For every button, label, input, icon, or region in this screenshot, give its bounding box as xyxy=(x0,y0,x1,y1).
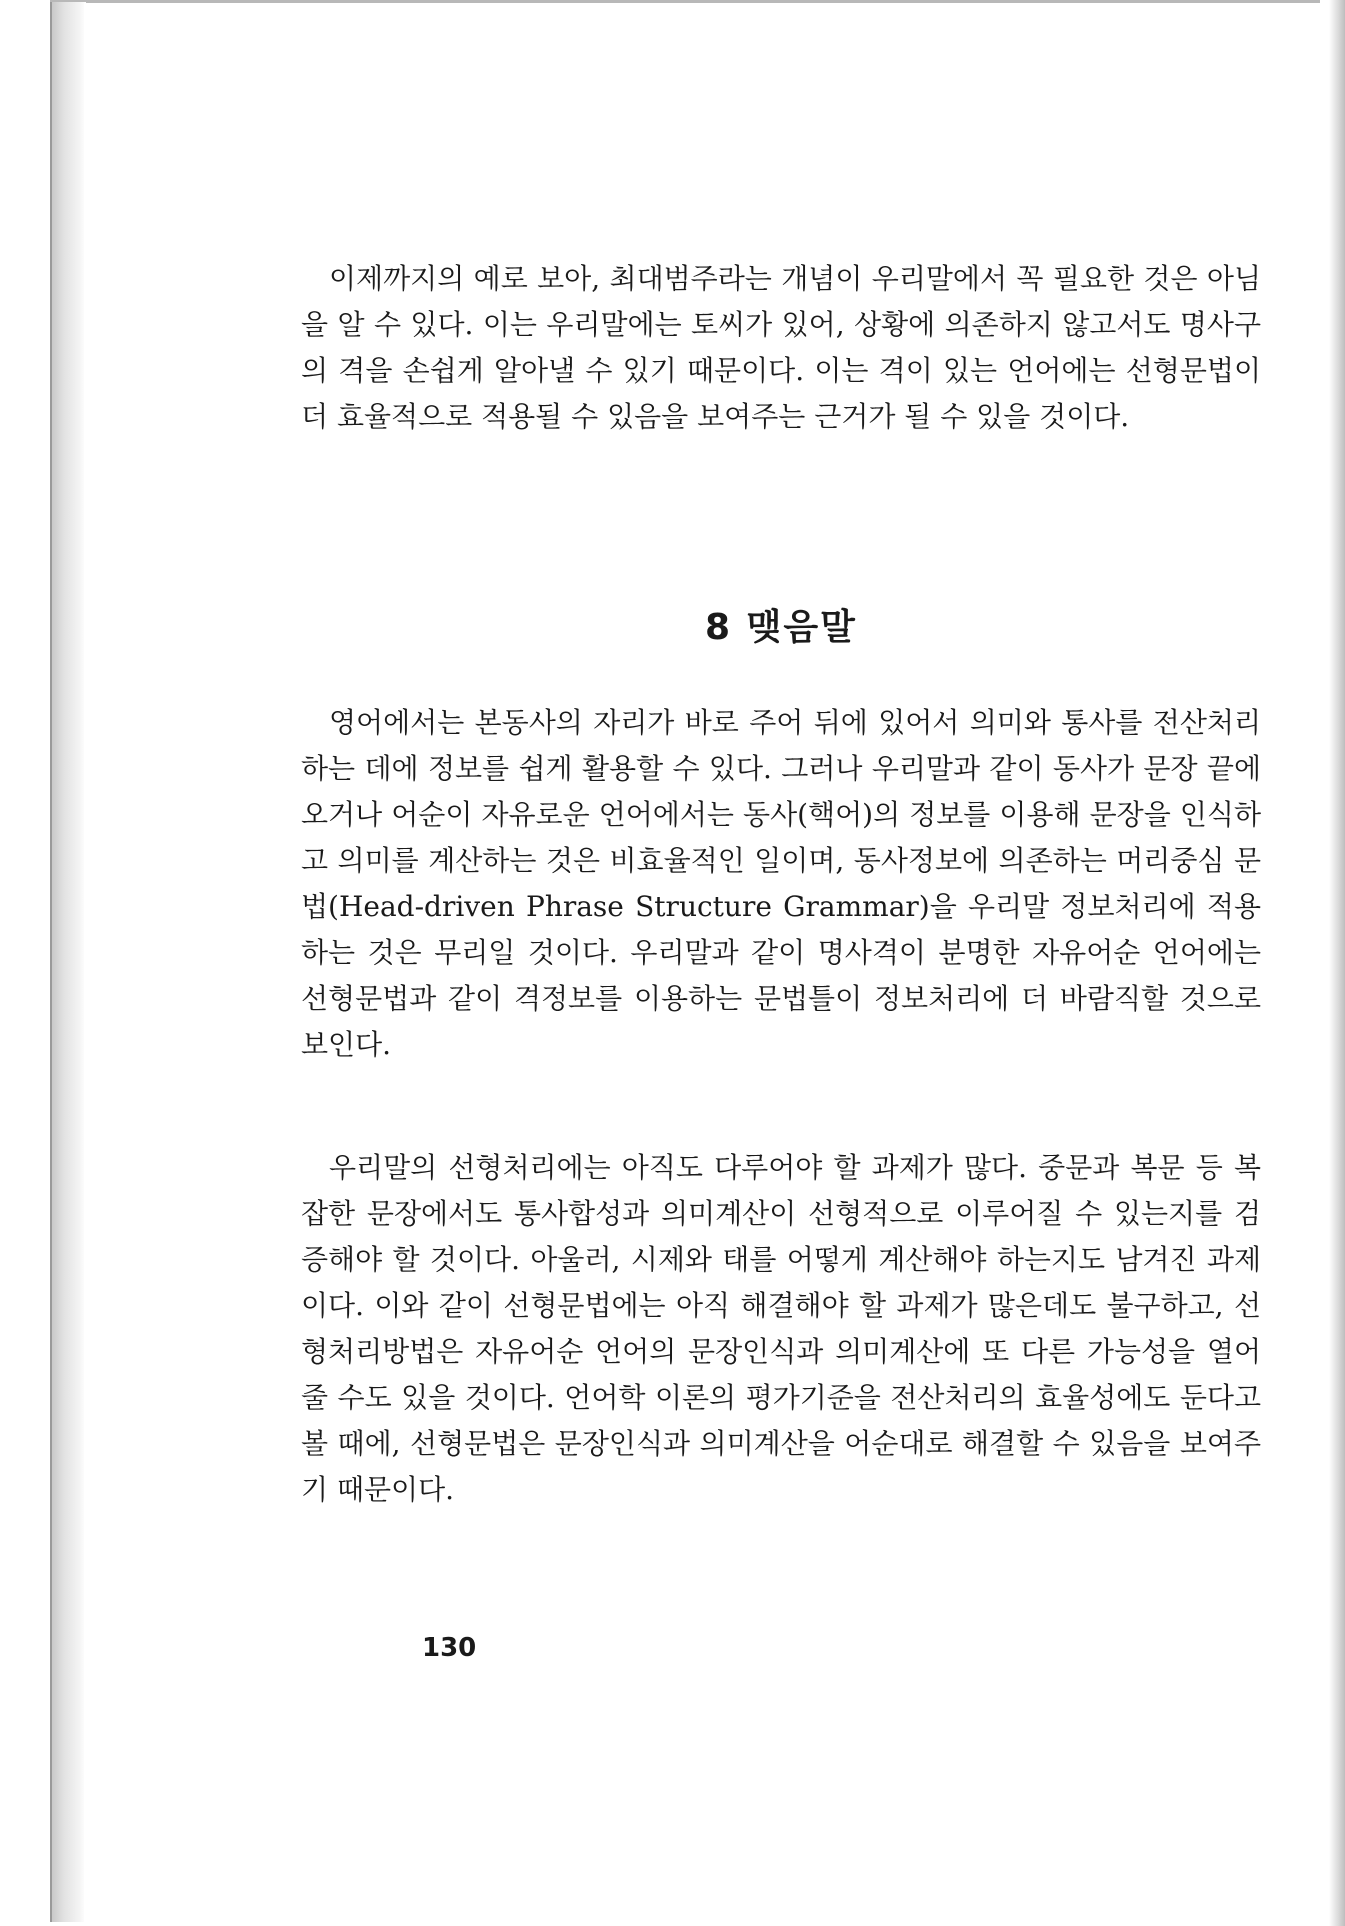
paragraph-conclusion-1: 영어에서는 본동사의 자리가 바로 주어 뒤에 있어서 의미와 통사를 전산처리하는 데에 정보를 쉽게 활용할 수 있다. 그러나 우리말과 같이 동사가 문장 끝에 오거나 어순이 자유로운 언어에서는 동사(핵어)의 정보를 이용해 문장을 인식하고 의미를 계산하는 것은 비효율적인 일이며, 동사정보에 의존하는 머리중심 문법(Head-driven Phrase Structure Grammar)을 우리말 정보처리에 적용하는 것은 무리일 것이다. 우리말과 같이 명사격이 분명한 자유어순 언어에는 선형문법과 같이 격정보를 이용하는 문법틀이 정보처리에 더 바람직할 것으로 보인다. xyxy=(301,706,1261,1061)
paragraph-conclusion-2: 우리말의 선형처리에는 아직도 다루어야 할 과제가 많다. 중문과 복문 등 복잡한 문장에서도 통사합성과 의미계산이 선형적으로 이루어질 수 있는지를 검증해야 할 것이다. 아울러, 시제와 태를 어떻게 계산해야 하는지도 남겨진 과제이다. 이와 같이 선형문법에는 아직 해결해야 할 과제가 많은데도 불구하고, 선형처리방법은 자유어순 언어의 문장인식과 의미계산에 또 다른 가능성을 열어줄 수도 있을 것이다. 언어학 이론의 평가기준을 전산처리의 효율성에도 둔다고 볼 때에, 선형문법은 문장인식과 의미계산을 어순대로 해결할 수 있음을 보여주기 때문이다. xyxy=(301,1151,1261,1506)
paragraph-intro: 이제까지의 예로 보아, 최대범주라는 개념이 우리말에서 꼭 필요한 것은 아님을 알 수 있다. 이는 우리말에는 토씨가 있어, 상황에 의존하지 않고서도 명사구의 격을 손쉽게 알아낼 수 있기 때문이다. 이는 격이 있는 언어에는 선형문법이 더 효율적으로 적용될 수 있음을 보여주는 근거가 될 수 있을 것이다. xyxy=(301,262,1261,433)
book-spine-edge xyxy=(50,2,86,1922)
book-page xyxy=(84,3,1329,1923)
page-right-shadow xyxy=(1329,0,1345,1926)
section-heading: 8 맺음말 xyxy=(705,607,857,648)
page-number: 130 xyxy=(422,1633,477,1663)
